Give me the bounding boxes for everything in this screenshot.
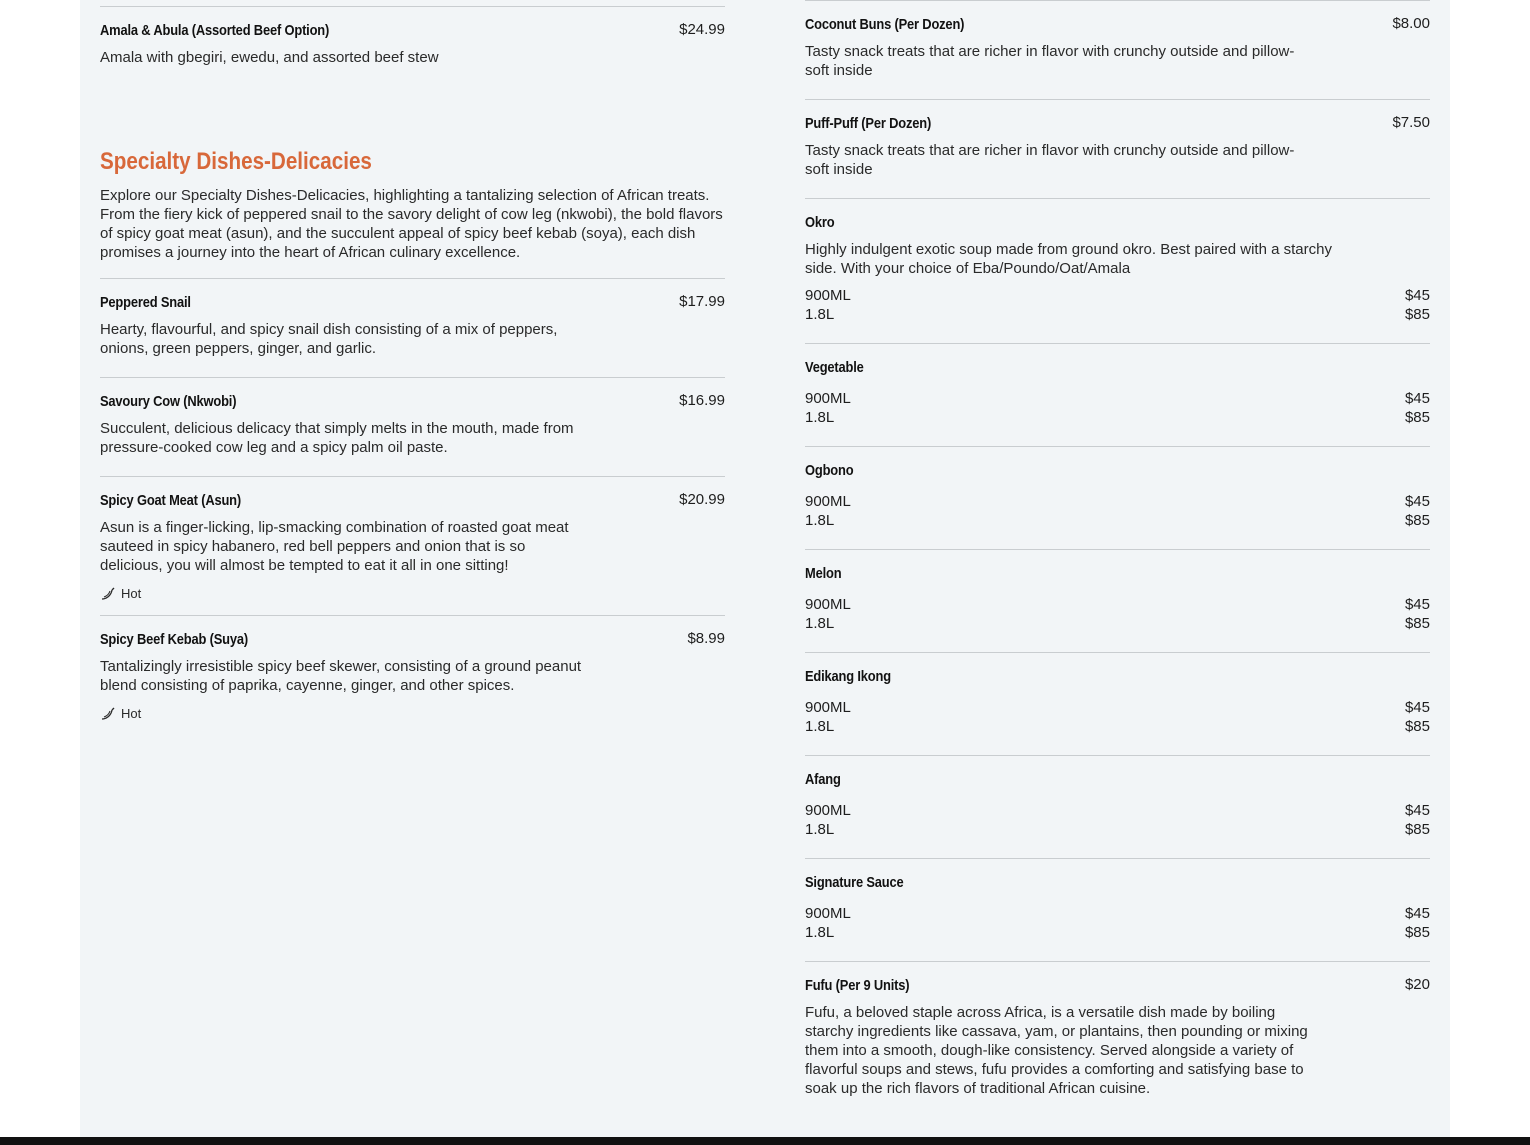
menu-item-name: Afang — [805, 771, 841, 788]
menu-item-description: Tasty snack treats that are richer in flavor with crunchy outside and pillow-soft inside — [805, 43, 1295, 79]
menu-item-description: Tasty snack treats that are richer in flavor with crunchy outside and pillow-soft inside — [805, 142, 1295, 178]
divider — [100, 6, 725, 7]
size-price: $45 — [1404, 390, 1430, 407]
menu-item-price: $16.99 — [679, 392, 725, 409]
size-label: 900ML — [805, 802, 851, 819]
section-intro: Explore our Specialty Dishes-Delicacies, highlighting a tantalizing selection of African treats. From the fiery kick of peppered snail to the savory delight of cow leg (nkwobi), the bold flavors of spicy goat meat (asun), and the succulent appeal of spicy beef kebab (soya), each dish promises a journey into the heart of African culinary excellence. — [100, 187, 723, 261]
divider — [805, 652, 1430, 653]
size-price: $85 — [1404, 306, 1430, 323]
size-label: 900ML — [805, 596, 851, 613]
menu-item-name: Peppered Snail — [100, 294, 191, 311]
size-label: 900ML — [805, 905, 851, 922]
size-label: 1.8L — [805, 924, 835, 941]
size-label: 1.8L — [805, 306, 835, 323]
menu-item-name: Ogbono — [805, 462, 854, 479]
divider — [805, 961, 1430, 962]
size-price: $85 — [1404, 718, 1430, 735]
menu-item-name: Okro — [805, 214, 835, 231]
spicy-tag — [100, 586, 141, 601]
size-price: $85 — [1404, 615, 1430, 632]
menu-item-name: Savoury Cow (Nkwobi) — [100, 393, 237, 410]
menu-item-name: Fufu (Per 9 Units) — [805, 977, 910, 994]
menu-item-name: Spicy Goat Meat (Asun) — [100, 492, 242, 509]
menu-item-description: Asun is a finger-licking, lip-smacking combination of roasted goat meat sauteed in spicy habanero, red bell peppers and onion that is so delicious, you will almost be tempted to eat it all in one sitting! — [100, 519, 569, 574]
divider — [100, 476, 725, 477]
menu-item-name: Spicy Beef Kebab (Suya) — [100, 631, 249, 648]
divider — [805, 755, 1430, 756]
size-label: 1.8L — [805, 821, 835, 838]
size-label: 1.8L — [805, 615, 835, 632]
divider — [805, 446, 1430, 447]
size-label: 900ML — [805, 287, 851, 304]
divider — [805, 343, 1430, 344]
menu-item-name: Melon — [805, 565, 842, 582]
size-label: 1.8L — [805, 512, 835, 529]
menu-item-price: $8.99 — [687, 630, 725, 647]
menu-item-description: Succulent, delicious delicacy that simply melts in the mouth, made from pressure-cooked cow leg and a spicy palm oil paste. — [100, 420, 574, 456]
chili-pepper-icon — [100, 587, 116, 601]
size-price: $45 — [1404, 287, 1430, 304]
menu-item-name: Amala & Abula (Assorted Beef Option) — [100, 22, 330, 39]
menu-panel — [80, 0, 1450, 1137]
divider — [100, 377, 725, 378]
menu-item-price: $7.50 — [1392, 114, 1430, 131]
divider — [805, 549, 1430, 550]
menu-item-name: Edikang Ikong — [805, 668, 891, 685]
size-price: $45 — [1404, 699, 1430, 716]
size-label: 900ML — [805, 699, 851, 716]
size-label: 1.8L — [805, 718, 835, 735]
divider — [805, 0, 1430, 1]
menu-item-name: Vegetable — [805, 359, 864, 376]
menu-item-description: Tantalizingly irresistible spicy beef skewer, consisting of a ground peanut blend consisting of paprika, cayenne, ginger, and other spices. — [100, 658, 582, 694]
menu-item-description: Highly indulgent exotic soup made from ground okro. Best paired with a starchy side. With your choice of Eba/Poundo/Oat/Amala — [805, 241, 1332, 277]
menu-item-description: Fufu, a beloved staple across Africa, is a versatile dish made by boiling starchy ingredients like cassava, yam, or plantains, then pounding or mixing them into a smooth, dough-like consistency. Served alongside a variety of flavorful soups and stews, fufu provides a comforting and satisfying base to soak up the rich flavors of traditional African cuisine. — [805, 1004, 1308, 1097]
size-label: 1.8L — [805, 409, 835, 426]
size-price: $85 — [1404, 821, 1430, 838]
menu-item-description: Amala with gbegiri, ewedu, and assorted beef stew — [100, 49, 439, 66]
size-label: 900ML — [805, 390, 851, 407]
size-price: $85 — [1404, 409, 1430, 426]
menu-item-name: Puff-Puff (Per Dozen) — [805, 115, 932, 132]
divider — [805, 858, 1430, 859]
divider — [805, 99, 1430, 100]
menu-item-price: $17.99 — [679, 293, 725, 310]
spicy-tag — [100, 706, 141, 721]
size-price: $45 — [1404, 596, 1430, 613]
menu-item-name: Coconut Buns (Per Dozen) — [805, 16, 965, 33]
tag-label: Hot — [121, 586, 142, 601]
size-label: 900ML — [805, 493, 851, 510]
size-price: $45 — [1404, 493, 1430, 510]
divider — [100, 278, 725, 279]
page-bottom-bar — [0, 1137, 1530, 1145]
size-price: $85 — [1404, 924, 1430, 941]
menu-item-price: $24.99 — [679, 21, 725, 38]
menu-item-name: Signature Sauce — [805, 874, 904, 891]
chili-pepper-icon — [100, 707, 116, 721]
tag-label: Hot — [121, 706, 142, 721]
size-price: $45 — [1404, 802, 1430, 819]
divider — [805, 198, 1430, 199]
menu-item-price: $20.99 — [679, 491, 725, 508]
section-title: Specialty Dishes-Delicacies — [100, 148, 372, 175]
size-price: $45 — [1404, 905, 1430, 922]
menu-item-price: $20 — [1404, 976, 1430, 993]
size-price: $85 — [1404, 512, 1430, 529]
divider — [100, 615, 725, 616]
menu-item-price: $8.00 — [1392, 15, 1430, 32]
menu-item-description: Hearty, flavourful, and spicy snail dish consisting of a mix of peppers, onions, green peppers, ginger, and garlic. — [100, 321, 558, 357]
